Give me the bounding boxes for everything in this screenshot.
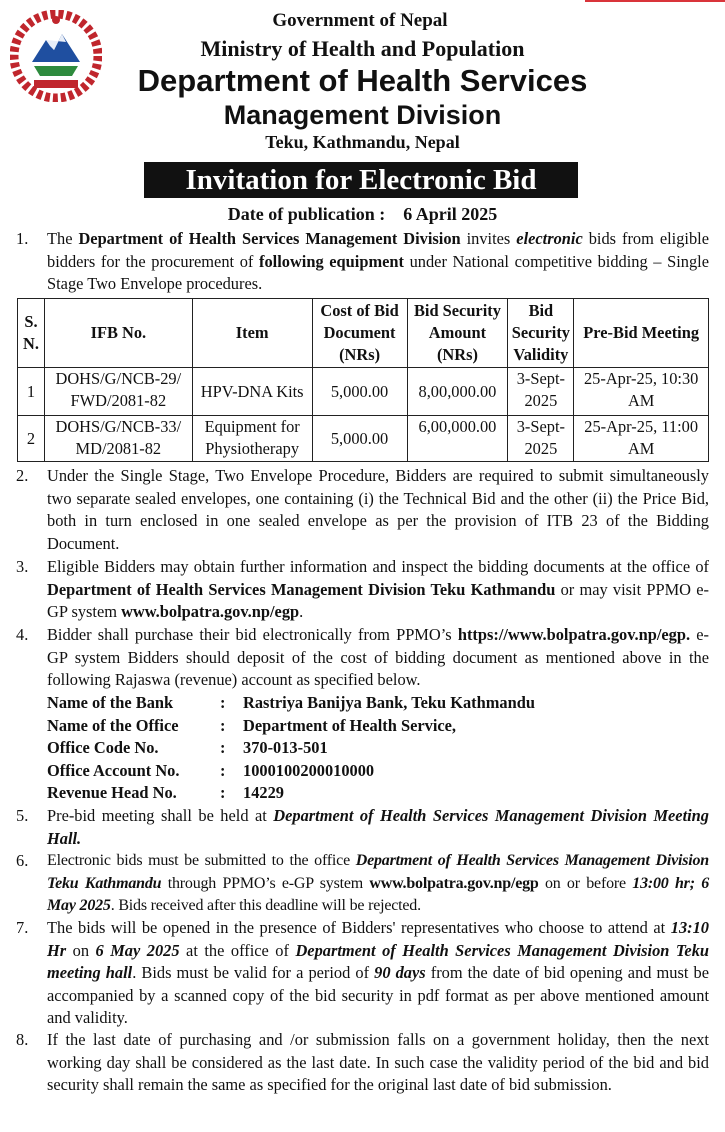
paragraph-1 [47, 228, 709, 296]
text: . [299, 602, 304, 622]
cell-validity: 3-Sept- 2025 [508, 368, 574, 416]
bank-value: Rastriya Banijya Bank, Teku Kathmandu [243, 693, 535, 712]
colon: : [220, 783, 226, 803]
bank-row [47, 782, 535, 805]
bank-key: Office Code No. [47, 738, 159, 758]
colon: : [220, 760, 226, 780]
cell-cost: 5,000.00 [312, 368, 407, 416]
item-number: 1. [16, 229, 29, 248]
paragraph-7 [47, 917, 709, 1030]
column-header: Item [192, 299, 312, 368]
division-title: Management Division [223, 100, 502, 130]
text: at the office of [179, 940, 296, 960]
bolpatra-link[interactable]: https://www.bolpatra.gov.np/egp. [457, 625, 691, 644]
publication-date [0, 204, 725, 225]
column-header: Cost of Bid Document (NRs) [312, 299, 407, 368]
table-row [18, 416, 709, 462]
paragraph-2: Under the Single Stage, Two Envelope Procedure, Bidders are required to submit simultaneously two separate sealed envelopes, one containing (i) the Technical Bid and the other (ii) the Price Bid, both in turn enclosed in one sealed envelope as per the provision of ITB 23 of the Bidding Document. [47, 466, 709, 553]
bank-value: 14229 [243, 783, 284, 803]
cell-ifb: DOHS/G/NCB-33/ MD/2081-82 [44, 416, 192, 462]
text: through PPMO’s e-GP system [161, 874, 370, 892]
bank-details [47, 692, 535, 805]
opening-time: 13:10 Hr [47, 918, 709, 960]
bank-key: Office Account No. [47, 760, 180, 780]
submission-office: Department of Health Services Management Division Teku Kathmandu [47, 852, 709, 892]
table-header-row [18, 299, 709, 368]
egp-link[interactable]: www.bolpatra.gov.np/egp [121, 602, 300, 622]
meeting-venue: Department of Health Services Management Division Meeting Hall. [47, 806, 709, 848]
text: Pre-bid meeting shall be held at [47, 806, 274, 825]
text: Electronic bids must be submitted to the office [47, 852, 356, 869]
paragraph-6 [47, 850, 709, 918]
column-header: Bid Security Amount (NRs) [407, 299, 508, 368]
text: invites [460, 229, 517, 248]
text: Bidder shall purchase their bid electronically from PPMO’s [47, 625, 458, 644]
bank-key: Name of the Office [47, 715, 179, 735]
address: Teku, Kathmandu, Nepal [265, 132, 460, 152]
emphasis: following equipment [259, 251, 404, 271]
paragraph-5 [47, 805, 709, 850]
cell-ifb: DOHS/G/NCB-29/ FWD/2081-82 [44, 368, 192, 416]
validity-period: 90 days [374, 963, 426, 983]
publication-date-label: Date of publication : [227, 204, 386, 224]
item-number: 7. [16, 918, 29, 937]
bank-value: 370-013-501 [243, 738, 328, 758]
text: from the date of bid opening and must be accompanied by a scanned copy of the bid security in pdf format as per above mentioned amount and validity. [47, 963, 709, 1028]
bank-value: Department of Health Service, [243, 715, 457, 735]
column-header: IFB No. [44, 299, 192, 368]
paragraph-4 [47, 624, 709, 692]
bank-key: Name of the Bank [47, 693, 174, 712]
cell-security: 8,00,000.00 [407, 368, 508, 416]
cell-validity: 3-Sept- 2025 [508, 416, 574, 462]
item-number: 5. [16, 806, 29, 825]
item-number: 3. [16, 557, 29, 576]
bid-table [17, 298, 709, 462]
bank-row [47, 760, 535, 783]
egp-link[interactable]: www.bolpatra.gov.np/egp [369, 874, 539, 892]
text: The [47, 229, 79, 248]
text: on [66, 940, 96, 960]
cell-security: 6,00,000.00 [407, 416, 508, 462]
item-number: 8. [16, 1030, 29, 1049]
bank-key: Revenue Head No. [47, 783, 177, 803]
text: under National competitive bidding – Single Stage Two Envelope procedures. [47, 251, 710, 294]
text: . Bids must be valid for a period of [132, 963, 375, 983]
cell-sn: 1 [18, 368, 45, 416]
item-number: 2. [16, 466, 29, 485]
opening-venue: Department of Health Services Management Division Teku meeting hall [47, 940, 709, 983]
column-header: Pre-Bid Meeting [574, 299, 709, 368]
column-header: Bid Security Validity [508, 299, 574, 368]
bank-row [47, 692, 535, 715]
text: on or before [538, 874, 633, 892]
colon: : [220, 738, 226, 758]
text: . Bids received after this deadline will be rejected. [110, 897, 421, 915]
item-number: 6. [16, 851, 29, 870]
cell-prebid: 25-Apr-25, 11:00 AM [574, 416, 709, 462]
emphasis: electronic [516, 229, 583, 248]
office-name: Department of Health Services Management Division Teku Kathmandu [47, 579, 556, 599]
cell-item: HPV-DNA Kits [192, 368, 312, 416]
text: e-GP system Bidders should deposit of the cost of bidding document as mentioned above in the following Rajaswa (revenue) account as specified below. [47, 625, 709, 690]
text: Eligible Bidders may obtain further information and inspect the bidding documents at the office of [47, 557, 709, 576]
table-row [18, 368, 709, 416]
colon: : [220, 693, 226, 712]
bank-row [47, 737, 535, 760]
department-title: Department of Health Services [137, 63, 588, 98]
government-title: Government of Nepal [272, 10, 448, 31]
paragraph-8: If the last date of purchasing and /or submission falls on a government holiday, then the next working day shall be considered as the last date. In such case the validity period of the bid and bid security shall remain the same as specified for the original last date of bid submission. [47, 1030, 709, 1095]
opening-date: 6 May 2025 [95, 940, 180, 960]
cell-sn: 2 [18, 416, 45, 462]
text: bids from eligible bidders for the procurement of [47, 229, 709, 271]
bank-row [47, 715, 535, 738]
ministry-title: Ministry of Health and Population [200, 36, 525, 61]
text: or may visit PPMO e-GP system [47, 579, 709, 622]
colon: : [220, 715, 226, 735]
text: The bids will be opened in the presence of Bidders' representatives who choose to attend at [47, 918, 671, 937]
top-accent-line [585, 0, 725, 2]
department-name: Department of Health Services Management Division [78, 229, 461, 248]
cell-cost: 5,000.00 [312, 416, 407, 462]
deadline: 13:00 hr; 6 May 2025 [47, 874, 710, 915]
column-header: S. N. [18, 299, 45, 368]
publication-date-value: 6 April 2025 [403, 204, 498, 224]
notice-title: Invitation for Electronic Bid [144, 162, 578, 198]
bank-value: 1000100200010000 [243, 760, 375, 780]
item-number: 4. [16, 625, 29, 644]
paragraph-3 [47, 556, 709, 624]
cell-prebid: 25-Apr-25, 10:30 AM [574, 368, 709, 416]
cell-item: Equipment for Physiotherapy [192, 416, 312, 462]
